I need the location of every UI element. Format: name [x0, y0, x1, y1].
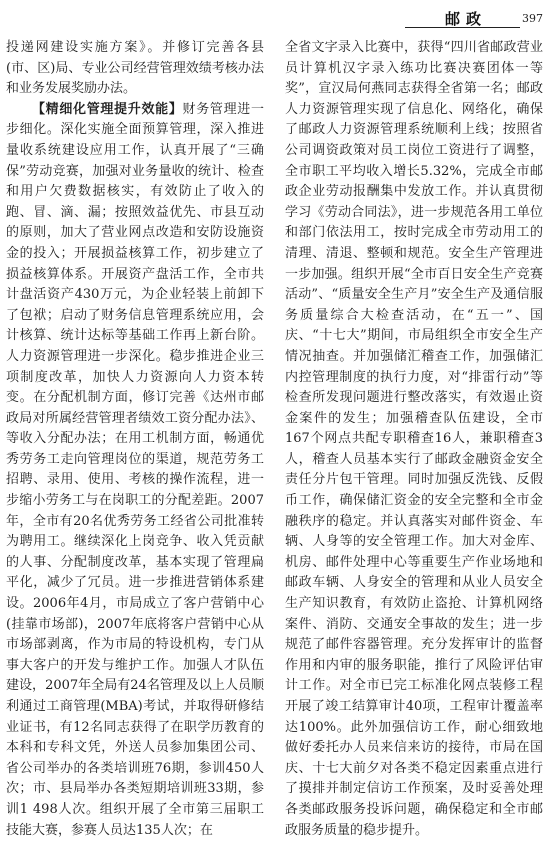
paragraph: 全省文字录入比赛中，获得“四川省邮政营业员计算机汉字录入练功比赛决赛团体一等奖”，宣汉局何燕同志获得全省第一名；邮政人力资源管理实现了信息化、网络化，确保了邮政人力资源管理系统顺利上线；按照省公司调资政策对员工岗位工资进行了调整，全市职工平均收入增长5.32%，完成全市邮政企业劳动报酬集中发放工作。并认真贯彻学习《劳动合同法》，进一步规范各用工单位和部门依法用工，按时完成全市劳动用工的清理、清退、整顿和规范。安全生产管理进一步加强。组织开展“全市百日安全生产竞赛活动”、“质量安全生产月”安全生产及通信服务质量综合大检查活动，在“五一”、国庆、“十七大”期间，市局组织全市安全生产情况抽查。并加强储汇稽查工作，加强储汇内控管理制度的执行力度，对“排雷行动”等检查所发现问题进行整改落实，有效遏止资金案件的发生；加强稽查队伍建设，全市167个网点共配专职稽查16人，兼职稽查3人，稽查人员基本实行了邮政金融资金安全责任分片包干管理。同时加强反洗钱、反假币工作，确保储汇资金的安全完整和全市金融秩序的稳定。并认真落实对邮件资金、车辆、人身等的安全管理工作。加大对金库、机房、邮件处理中心等重要生产作业场地和邮政车辆、人身安全的管理和从业人员安全生产知识教育，有效防止盗抢、计算机网络案件、消防、交通安全事故的发生；进一步规范了邮件容器管理。充分发挥审计的监督作用和内审的服务职能，推行了风险评估审计工作。对全市已完工标准化网点装修工程开展了竣工结算审计40项，工程审计覆盖率达100%。此外加强信访工作，耐心细致地做好委托办人员来信来访的接待，市局在国庆、十七大前夕对各类不稳定因素重点进行了摸排并制定信访工作预案，及时妥善处理各类邮政服务投诉问题，确保稳定和全市邮政服务质量的稳步提升。: [285, 40, 543, 838]
left-column: [6, 38, 264, 841]
section-title: 邮政: [445, 10, 488, 28]
paragraph: [6, 100, 264, 841]
right-column: [285, 38, 543, 841]
page-number: 397: [522, 12, 543, 25]
paragraph: 投递网建设实施方案》。并修订完善各县(市、区)局、专业公司经营管理效绩考核办法和业务发展奖励办法。: [6, 40, 264, 97]
paragraph-heading: 【精细化管理提升效能】: [32, 101, 183, 117]
header-rule: [405, 27, 520, 28]
page-header: [0, 0, 550, 34]
paragraph-body: 财务管理进一步细化。深化实施全面预算管理，深入推进量收系统建设应用工作，认真开展了“三确保”劳动竞赛，加强对业务量收的统计、检查和用户欠费数据核实，有效防止了收入的跑、冒、滴、漏；按照效益优先、市县互动的原则，加大了营业网点改造和安防设施资金的投入；开展损益核算工作，初步建立了损益核算体系。开展资产盘活工作，全市共计盘活资产430万元，为企业轻装上前卸下了包袱；启动了财务信息管理系统应用，会计核算、统计达标等基础工作再上新台阶。人力资源管理进一步深化。稳步推进企业三项制度改革，加快人力资源向人力资本转变。在分配机制方面，修订完善《达州市邮政局对所属经营管理者绩效工资分配办法》、等收入分配办法；在用工机制方面，畅通优秀劳务工走向管理岗位的渠道，规范劳务工招聘、录用、使用、考核的操作流程，进一步缩小劳务工与在岗职工的分配差距。2007年，全市有20名优秀劳务工经省公司批准转为聘用工。继续深化上岗竞争、收入凭贡献的人事、分配制度改革，基本实现了管理扁平化，减少了冗员。进一步推进营销体系建设。2006年4月，市局成立了客户营销中心(挂靠市场部)，2007年底将客户营销中心从市场部剥离，作为市局的特设机构，专门从事大客户的开发与维护工作。加强人才队伍建设，2007年全局有24名管理及以上人员顺利通过工商管理(MBA)考试，并取得研修结业证书，有12名同志获得了在职学历教育的本科和专科文凭，外送人员参加集团公司、省公司举办的各类培训班76期，参训450人次；市、县局举办各类短期培训班33期，参训1 498人次。组织开展了全市第三届职工技能大赛，参赛人员达135人次；在: [6, 101, 264, 838]
